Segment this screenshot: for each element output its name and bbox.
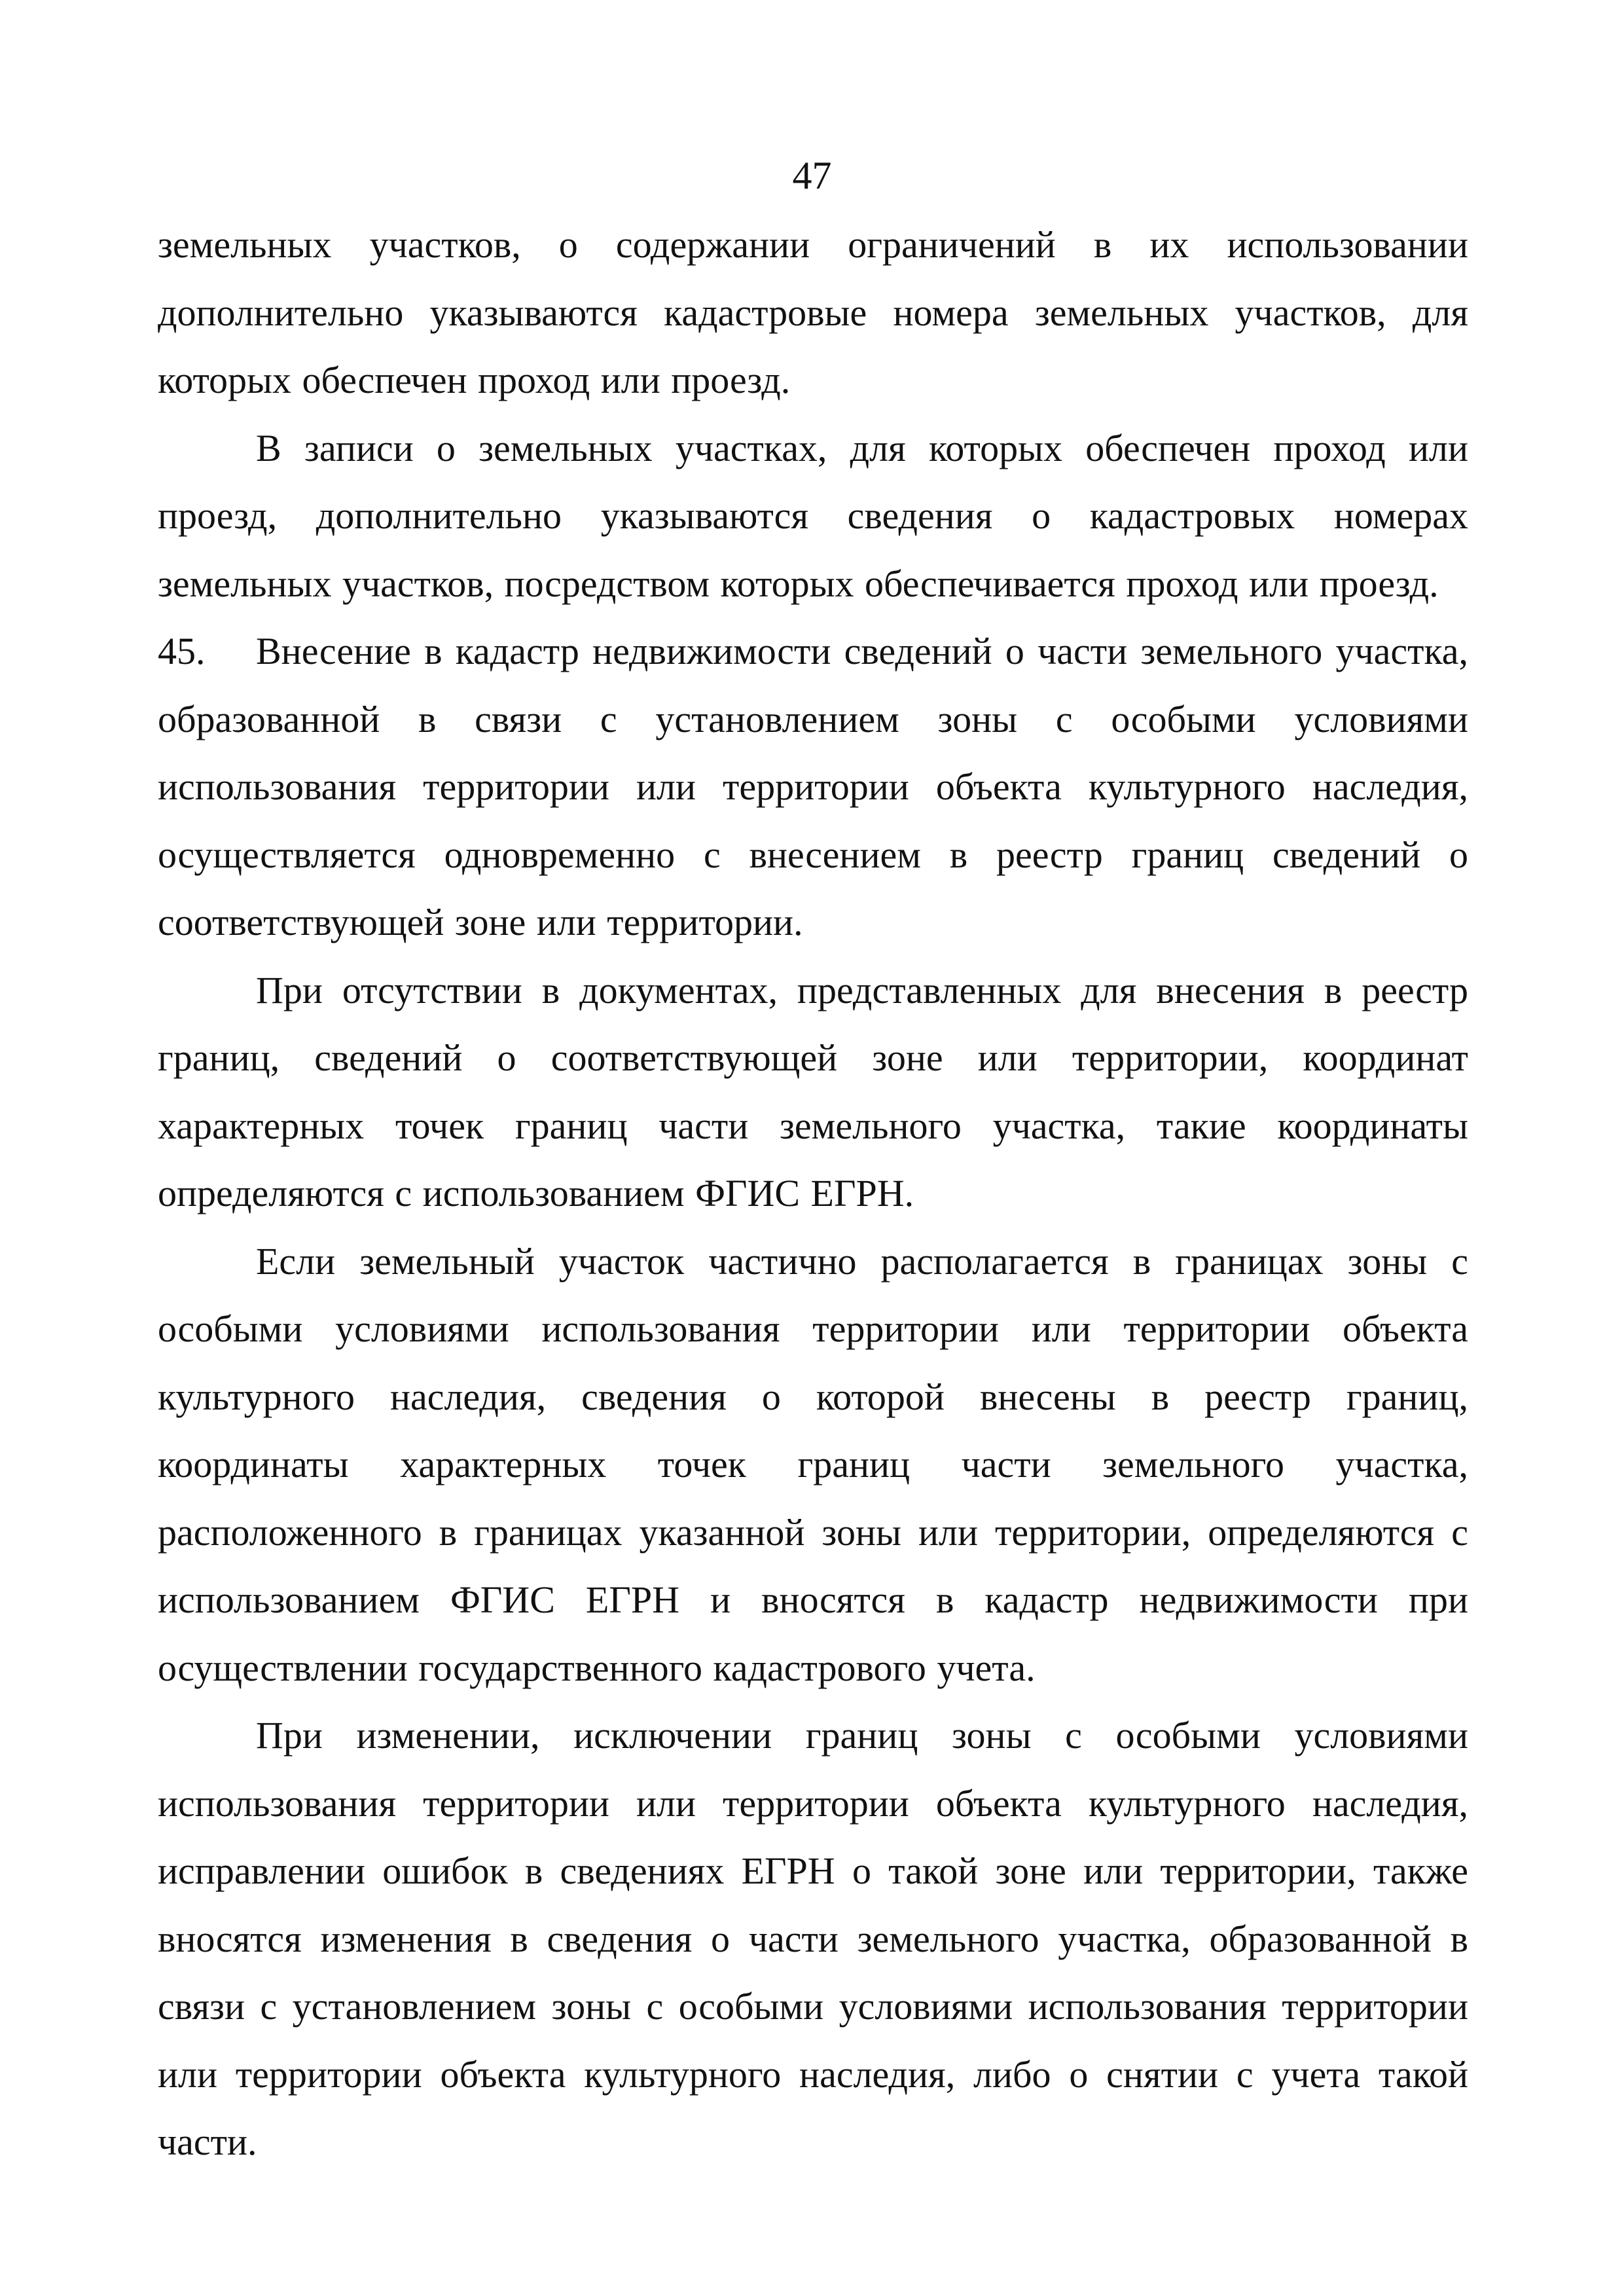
paragraph-absence-of-coordinates: При отсутствии в документах, представленных для внесения в реестр границ, сведений о соответствующей зоне или территории, координат характерных точек границ части земельного участка, такие координаты определяются с использованием ФГИС ЕГРН. [158,968,1468,1214]
item-number: 45. [158,630,206,672]
paragraph-partial-location: Если земельный участок частично располагается в границах зоны с особыми условиями использования территории или территории объекта культурного наследия, сведения о которой внесены в реестр границ, координаты характерных точек границ части земельного участка, расположенного в границах указанной зоны или территории, определяются с использованием ФГИС ЕГРН и вносятся в кадастр недвижимости при осуществлении государственного кадастрового учета. [158,1239,1468,1689]
paragraph-item-45 [158,617,1468,957]
paragraph-record-note: В записи о земельных участках, для которых обеспечен проход или проезд, дополнительно указываются сведения о кадастровых номерах земельных участков, посредством которых обеспечивается проход или проезд. [158,426,1468,605]
document-body [158,211,1468,2176]
paragraph-boundary-changes: При изменении, исключении границ зоны с особыми условиями использования территории или территории объекта культурного наследия, исправлении ошибок в сведениях ЕГРН о такой зоне или территории, также вносятся изменения в сведения о части земельного участка, образованной в связи с установлением зоны с особыми условиями использования территории или территории объекта культурного наследия, либо о снятии с учета такой части. [158,1714,1468,2163]
item-text: Внесение в кадастр недвижимости сведений о части земельного участка, образованной в связи с установлением зоны с особыми условиями использования территории или территории объекта культурного наследия, осуществляется одновременно с внесением в реестр границ сведений о соответствующей зоне или территории. [158,630,1468,943]
paragraph-continuation: земельных участков, о содержании ограничений в их использовании дополнительно указываются кадастровые номера земельных участков, для которых обеспечен проход или проезд. [158,223,1468,401]
page-number: 47 [792,154,832,197]
